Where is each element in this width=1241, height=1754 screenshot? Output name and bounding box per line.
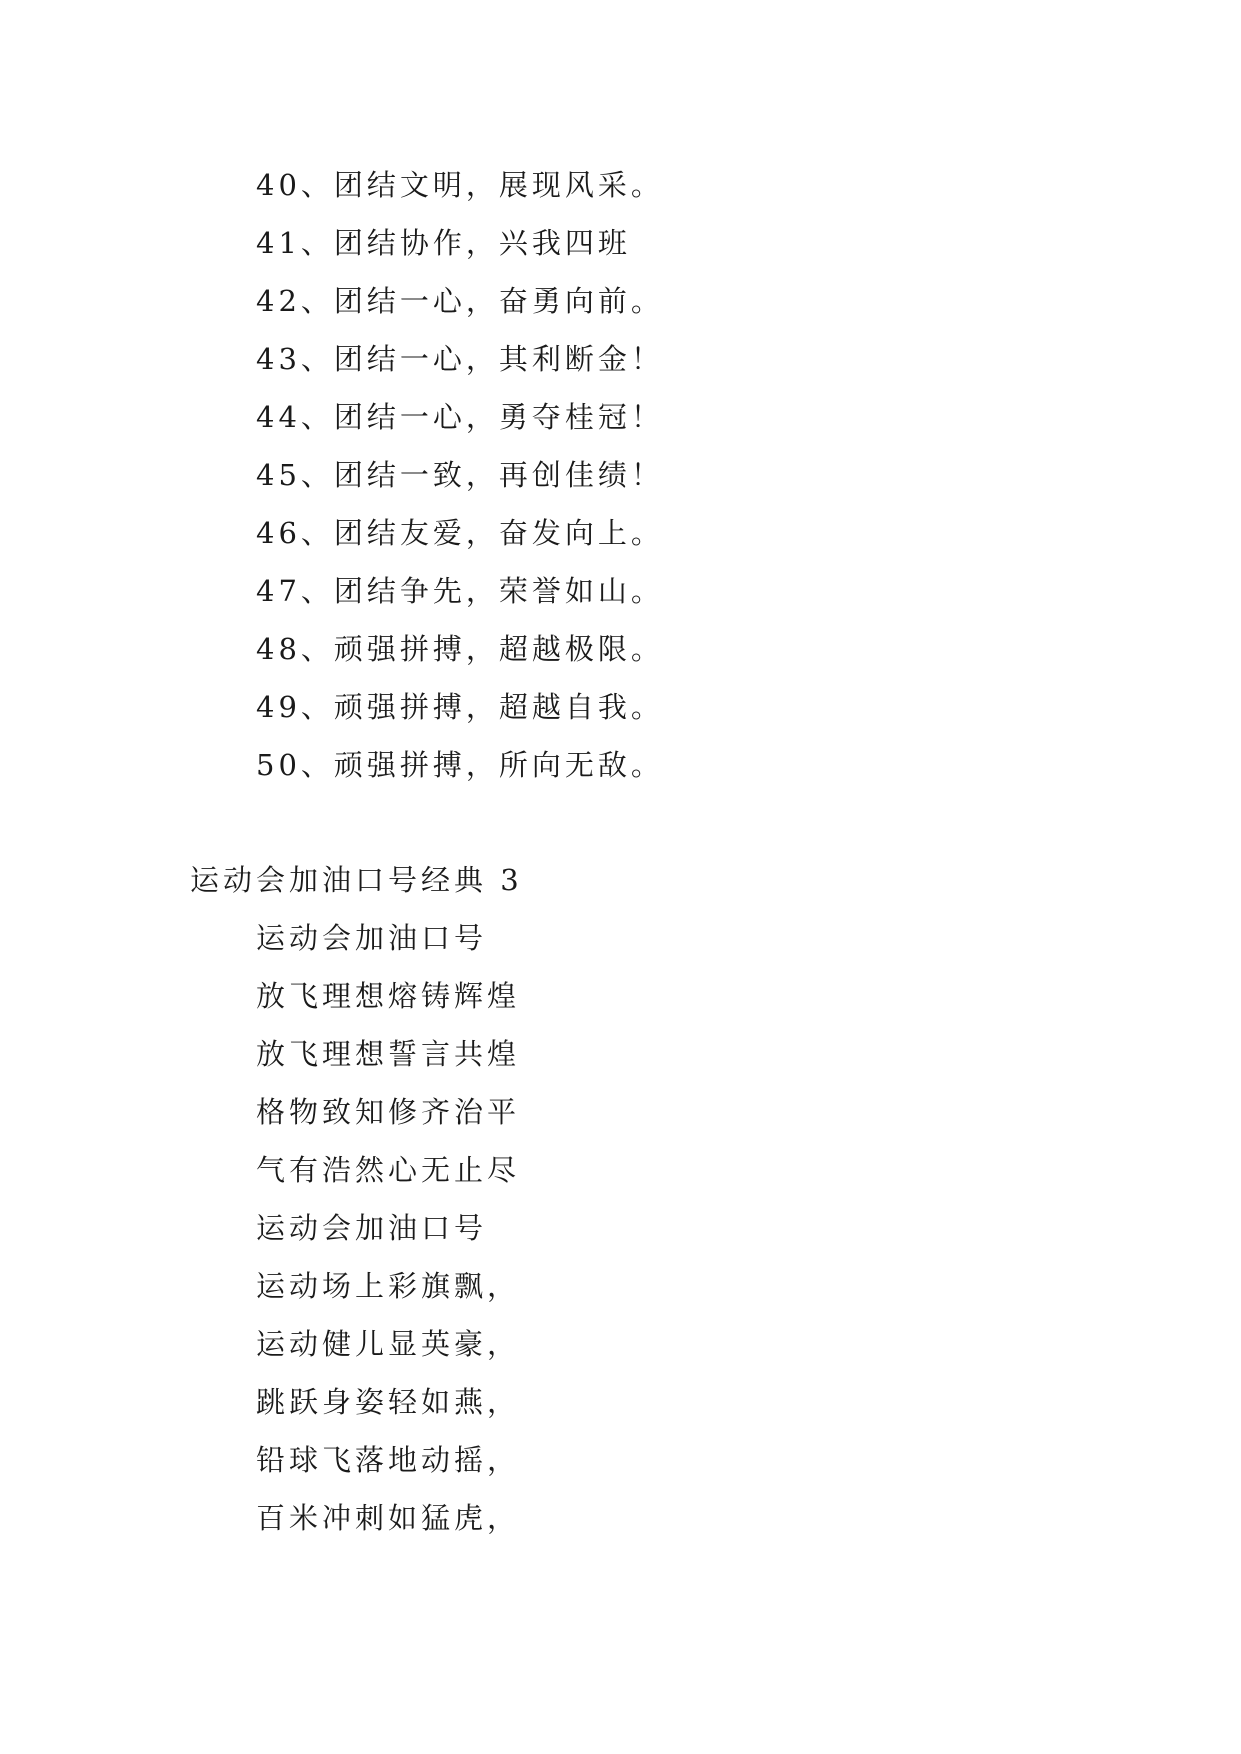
list-item: 50、顽强拼搏，所向无敌。 bbox=[256, 748, 664, 782]
section-line: 气有浩然心无止尽 bbox=[256, 1153, 521, 1187]
section-line: 运动场上彩旗飘， bbox=[256, 1269, 521, 1303]
list-item: 45、团结一致，再创佳绩！ bbox=[256, 458, 664, 492]
section-heading: 运动会加油口号经典 3 bbox=[190, 863, 523, 897]
list-item: 44、团结一心，勇夺桂冠！ bbox=[256, 400, 664, 434]
list-item: 43、团结一心，其利断金！ bbox=[256, 342, 664, 376]
list-item: 42、团结一心，奋勇向前。 bbox=[256, 284, 664, 318]
section-line: 铅球飞落地动摇， bbox=[256, 1443, 521, 1477]
section-line: 跳跃身姿轻如燕， bbox=[256, 1385, 521, 1419]
list-item: 47、团结争先，荣誉如山。 bbox=[256, 574, 664, 608]
section-line: 格物致知修齐治平 bbox=[256, 1095, 521, 1129]
list-item: 48、顽强拼搏，超越极限。 bbox=[256, 632, 664, 666]
section-line: 放飞理想熔铸辉煌 bbox=[256, 979, 521, 1013]
section-line: 运动会加油口号 bbox=[256, 1211, 488, 1245]
list-item: 41、团结协作，兴我四班 bbox=[256, 226, 631, 260]
section-line: 运动健儿显英豪， bbox=[256, 1327, 521, 1361]
list-item: 49、顽强拼搏，超越自我。 bbox=[256, 690, 664, 724]
section-line: 运动会加油口号 bbox=[256, 921, 488, 955]
section-line: 放飞理想誓言共煌 bbox=[256, 1037, 521, 1071]
list-item: 46、团结友爱，奋发向上。 bbox=[256, 516, 664, 550]
section-line: 百米冲刺如猛虎， bbox=[256, 1501, 521, 1535]
list-item: 40、团结文明，展现风采。 bbox=[256, 168, 664, 202]
